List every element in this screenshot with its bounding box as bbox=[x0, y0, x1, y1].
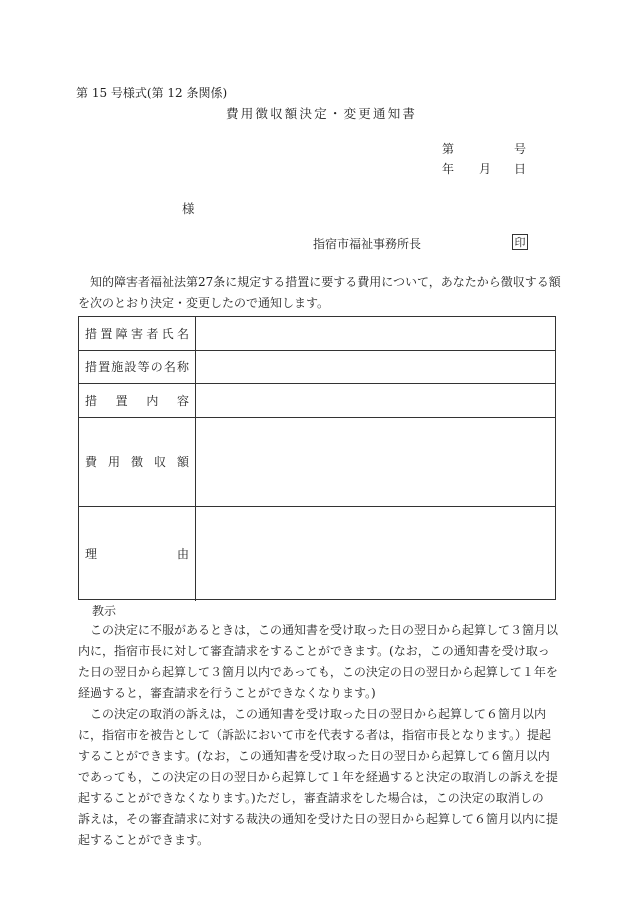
row-label-cell bbox=[79, 417, 196, 506]
row-label: 措 置 施 設 等 の 名 称 bbox=[85, 360, 189, 374]
seal-mark: 印 bbox=[512, 234, 528, 250]
measure-content-field[interactable] bbox=[196, 383, 555, 417]
table-row-fee-amount bbox=[79, 417, 555, 507]
document-title: 費用徴収額決定・変更通知書 bbox=[226, 106, 418, 121]
table-row-measure-content bbox=[79, 383, 555, 418]
row-label-cell bbox=[79, 506, 196, 601]
row-label-cell bbox=[79, 383, 196, 417]
person-name-field[interactable] bbox=[196, 317, 555, 350]
intro-line: を次のとおり決定・変更したので通知します。 bbox=[78, 296, 330, 310]
facility-name-field[interactable] bbox=[196, 350, 555, 383]
row-label: 理 由 bbox=[85, 547, 189, 561]
notice-line: することができます。(なお，この通知書を受け取った日の翌日から起算して６箇月以内 bbox=[78, 749, 550, 763]
table-row-reason bbox=[79, 506, 555, 601]
notice-line: 内に，指宿市長に対して審査請求をすることができます。(なお，この通知書を受け取っ bbox=[78, 644, 550, 658]
reason-field[interactable] bbox=[196, 506, 555, 601]
notice-body bbox=[78, 620, 558, 851]
date-year-label: 年 bbox=[442, 162, 455, 176]
info-table bbox=[78, 316, 556, 600]
table-row-person-name bbox=[79, 317, 555, 351]
fee-amount-field[interactable] bbox=[196, 417, 555, 506]
notice-line: であっても，この決定の日の翌日から起算して１年を経過すると決定の取消しの訴えを提 bbox=[78, 770, 558, 784]
notice-line: 起することができます。 bbox=[78, 833, 210, 847]
row-label: 措 置 内 容 bbox=[85, 393, 189, 408]
notice-line: 起することができなくなります。)ただし，審査請求をした場合は，この決定の取消しの bbox=[78, 791, 544, 805]
notice-line: この決定に不服があるときは，この通知書を受け取った日の翌日から起算して３箇月以 bbox=[78, 623, 559, 637]
document-number-suffix: 号 bbox=[514, 142, 527, 156]
intro-paragraph bbox=[78, 272, 561, 314]
date-month-label: 月 bbox=[479, 162, 492, 176]
row-label-cell bbox=[79, 350, 196, 383]
table-row-facility-name bbox=[79, 350, 555, 384]
notice-line: 訴えは，その審査請求に対する裁決の通知を受けた日の翌日から起算して６箇月以内に提 bbox=[78, 812, 559, 826]
addressee-honorific: 様 bbox=[182, 201, 195, 216]
issuer-name: 指宿市福祉事務所長 bbox=[313, 237, 422, 251]
document-number-prefix: 第 bbox=[442, 142, 455, 156]
row-label: 措 置 障 害 者 氏 名 bbox=[85, 327, 189, 341]
row-label: 費 用 徴 収 額 bbox=[85, 455, 189, 469]
form-number: 第 15 号様式(第 12 条関係) bbox=[76, 86, 228, 100]
notice-line: に，指宿市を被告として（訴訟において市を代表する者は，指宿市長となります。）提起 bbox=[78, 728, 552, 742]
notice-heading: 教示 bbox=[92, 604, 117, 618]
notice-line: た日の翌日から起算して３箇月以内であっても，この決定の日の翌日から起算して１年を bbox=[78, 665, 558, 679]
date-day-label: 日 bbox=[514, 162, 527, 176]
notice-line: この決定の取消の訴えは，この通知書を受け取った日の翌日から起算して６箇月以内 bbox=[78, 707, 547, 721]
row-label-cell bbox=[79, 317, 196, 350]
notice-line: 経過すると，審査請求を行うことができなくなります。) bbox=[78, 686, 376, 700]
intro-line: 知的障害者福祉法第27条に規定する措置に要する費用について，あなたから徴収する額 bbox=[78, 275, 561, 289]
